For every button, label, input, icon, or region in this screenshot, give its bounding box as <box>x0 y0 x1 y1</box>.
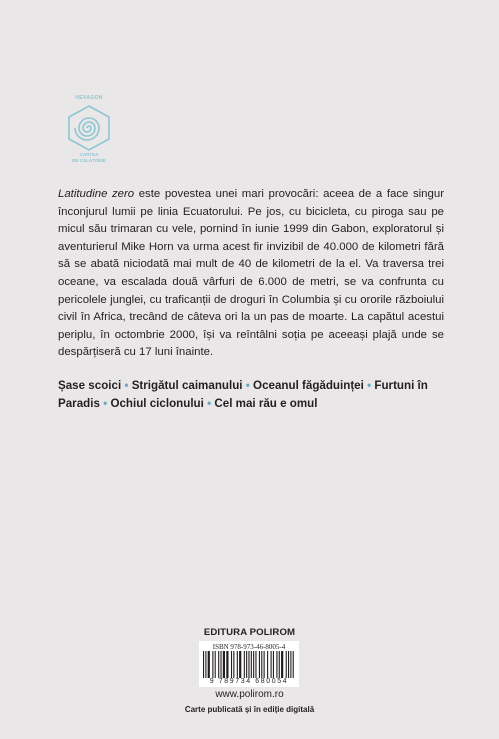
barcode-bar <box>239 651 241 678</box>
barcode-bar <box>226 651 228 678</box>
barcode-bar <box>231 651 232 678</box>
barcode-bar <box>244 651 245 678</box>
hexagon-logo <box>58 95 120 171</box>
barcode-bar <box>218 651 219 678</box>
barcode-bar <box>233 651 234 678</box>
logo-top-text: HEXAGON <box>75 95 103 101</box>
barcode-bar <box>286 651 287 678</box>
isbn-barcode <box>199 641 299 687</box>
barcode-bar <box>220 651 221 678</box>
barcode-bar <box>203 651 204 678</box>
book-description <box>58 186 444 362</box>
publisher-name: EDITURA POLIROM <box>203 627 296 638</box>
barcode-bar <box>223 651 225 678</box>
barcode-bar <box>276 651 277 678</box>
barcode-bar <box>248 651 249 678</box>
barcode-bar <box>259 651 260 678</box>
chapter-list <box>58 377 448 412</box>
barcode-bar <box>212 651 213 678</box>
description-text: este povestea unei mari provocări: aceea de a face singur înconjurul lumii pe linia Ecuatorului. Pe jos, cu bicicleta, cu piroga sau pe micul său trimaran cu vele, pornind în iunie 1999 din Gabon, exploratorul și aventurierul Mike Horn va urma acest fir invizibil de 40.000 de kilometri fără să se abată niciodată mai mult de 40 de kilometri de la el. Va traversa trei oceane, va escalada două vârfuri de 6.000 de metri, se va confrunta cu pericolele junglei, cu traficanții de droguri în Columbia și cu ororile războiului civil în Africa, trecând de câteva ori la un pas de moarte. La capătul acestui periplu, în octombrie 2000, își va reîntâlni soția pe aceeași plajă unde se despărțiseră cu 17 luni înainte. <box>58 188 444 359</box>
bullet-separator: • <box>207 396 212 410</box>
barcode-bar <box>281 651 283 678</box>
chapter-title: Cel mai rău e omul <box>214 396 318 410</box>
bullet-separator: • <box>245 379 250 392</box>
barcode-bar <box>255 651 256 678</box>
barcode-bar <box>237 651 238 678</box>
barcode-bar <box>279 651 280 678</box>
barcode-bar <box>251 651 252 678</box>
book-title-italic: Latitudine zero <box>58 188 135 200</box>
barcode-bar <box>273 651 274 678</box>
barcode-bar <box>253 651 254 678</box>
bullet-separator: • <box>103 396 108 410</box>
logo-bottom-line2: DE CĂLĂTORIE <box>72 158 106 163</box>
isbn-number: ISBN 978-973-46-8005-4 <box>212 643 286 651</box>
barcode-bar <box>271 651 272 678</box>
barcode-bar <box>261 651 262 678</box>
logo-bottom-line1: CARTEA <box>79 152 99 157</box>
barcode-bar <box>290 651 291 678</box>
bullet-separator: • <box>367 379 372 392</box>
barcode-bar <box>208 651 210 678</box>
chapter-title: Șase scoici <box>58 379 122 392</box>
chapter-title: Furtuni în Paradis <box>58 379 428 410</box>
barcode-bar <box>267 651 268 678</box>
bullet-separator: • <box>124 379 129 392</box>
chapter-title: Strigătul caimanului <box>131 379 243 392</box>
publisher-website: www.polirom.ro <box>215 689 284 700</box>
barcode-bars <box>203 651 295 678</box>
barcode-bar <box>264 651 265 678</box>
barcode-bar <box>215 651 216 678</box>
barcode-bar <box>205 651 206 678</box>
edition-note: Carte publicată și în ediție digitală <box>184 705 315 714</box>
barcode-bar <box>246 651 247 678</box>
logo-bottom-text <box>58 152 120 164</box>
chapter-title: Oceanul făgăduinței <box>253 379 364 392</box>
barcode-bar <box>288 651 289 678</box>
barcode-digits: 9 789734 680054 <box>209 678 289 685</box>
chapter-title: Ochiul ciclonului <box>110 396 204 410</box>
barcode-bar <box>293 651 294 678</box>
spiral-hexagon-icon <box>67 105 111 151</box>
